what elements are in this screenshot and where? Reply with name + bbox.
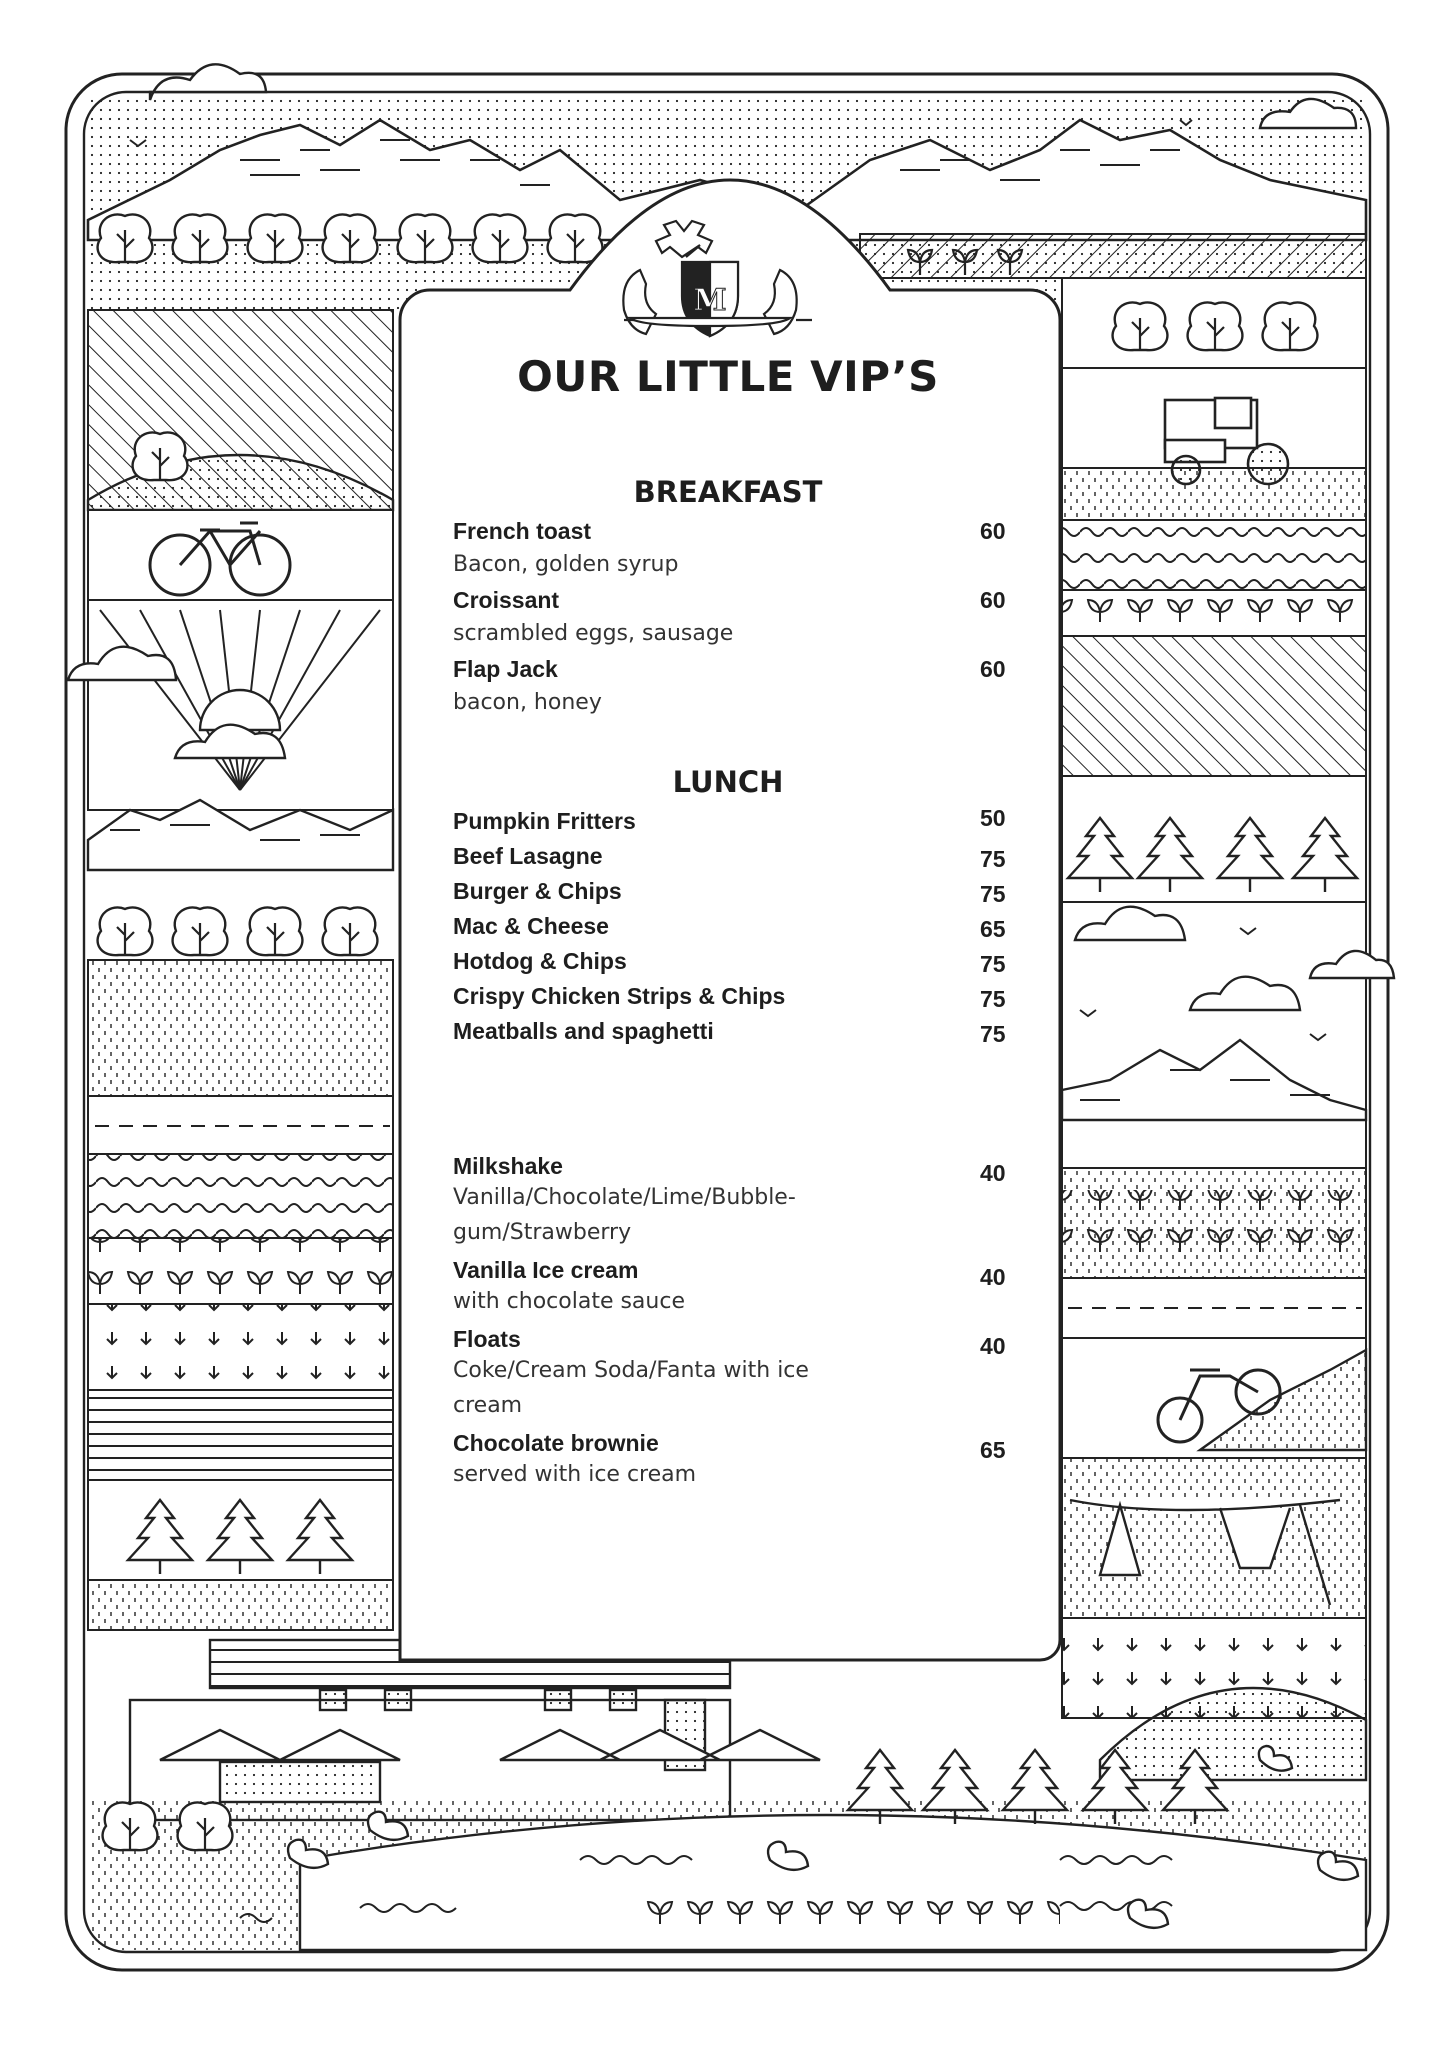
menu-title: OUR LITTLE VIP’S [517,352,939,401]
menu-panel [398,290,1058,1670]
item-price: 60 [980,518,1006,544]
item-name: Flap Jack [453,656,558,682]
section-lunch-heading: LUNCH [672,765,784,799]
item-name: Pumpkin Fritters [453,808,636,834]
crest-monogram: M [693,283,727,318]
item-name: Burger & Chips [453,878,622,904]
item-price: 40 [980,1264,1006,1290]
item-desc: cream [453,1393,523,1418]
item-price: 60 [980,587,1006,613]
item-price: 75 [980,846,1006,872]
item-price: 65 [980,1437,1006,1463]
item-price: 50 [980,805,1006,831]
item-desc: gum/Strawberry [453,1220,632,1245]
item-name: Hotdog & Chips [453,948,627,974]
item-name: Chocolate brownie [453,1430,659,1456]
item-desc: scrambled eggs, sausage [453,621,734,646]
item-desc: Coke/Cream Soda/Fanta with ice [453,1358,809,1383]
item-name: Croissant [453,587,560,613]
item-desc: Bacon, golden syrup [453,552,679,577]
item-name: Mac & Cheese [453,913,609,939]
item-name: Vanilla Ice cream [453,1257,639,1283]
item-name: Milkshake [453,1153,563,1179]
item-price: 40 [980,1160,1006,1186]
item-desc: bacon, honey [453,690,602,715]
item-desc: with chocolate sauce [453,1289,685,1314]
item-name: French toast [453,518,592,544]
item-name: Crispy Chicken Strips & Chips [453,983,786,1009]
item-desc: Vanilla/Chocolate/Lime/Bubble- [453,1185,796,1210]
item-price: 65 [980,916,1006,942]
item-price: 40 [980,1333,1006,1359]
item-price: 60 [980,656,1006,682]
item-price: 75 [980,881,1006,907]
section-breakfast-heading: BREAKFAST [633,475,823,509]
item-name: Floats [453,1326,521,1352]
item-price: 75 [980,951,1006,977]
item-name: Beef Lasagne [453,843,603,869]
item-price: 75 [980,1021,1006,1047]
item-name: Meatballs and spaghetti [453,1018,714,1044]
item-price: 75 [980,986,1006,1012]
item-desc: served with ice cream [453,1462,697,1487]
